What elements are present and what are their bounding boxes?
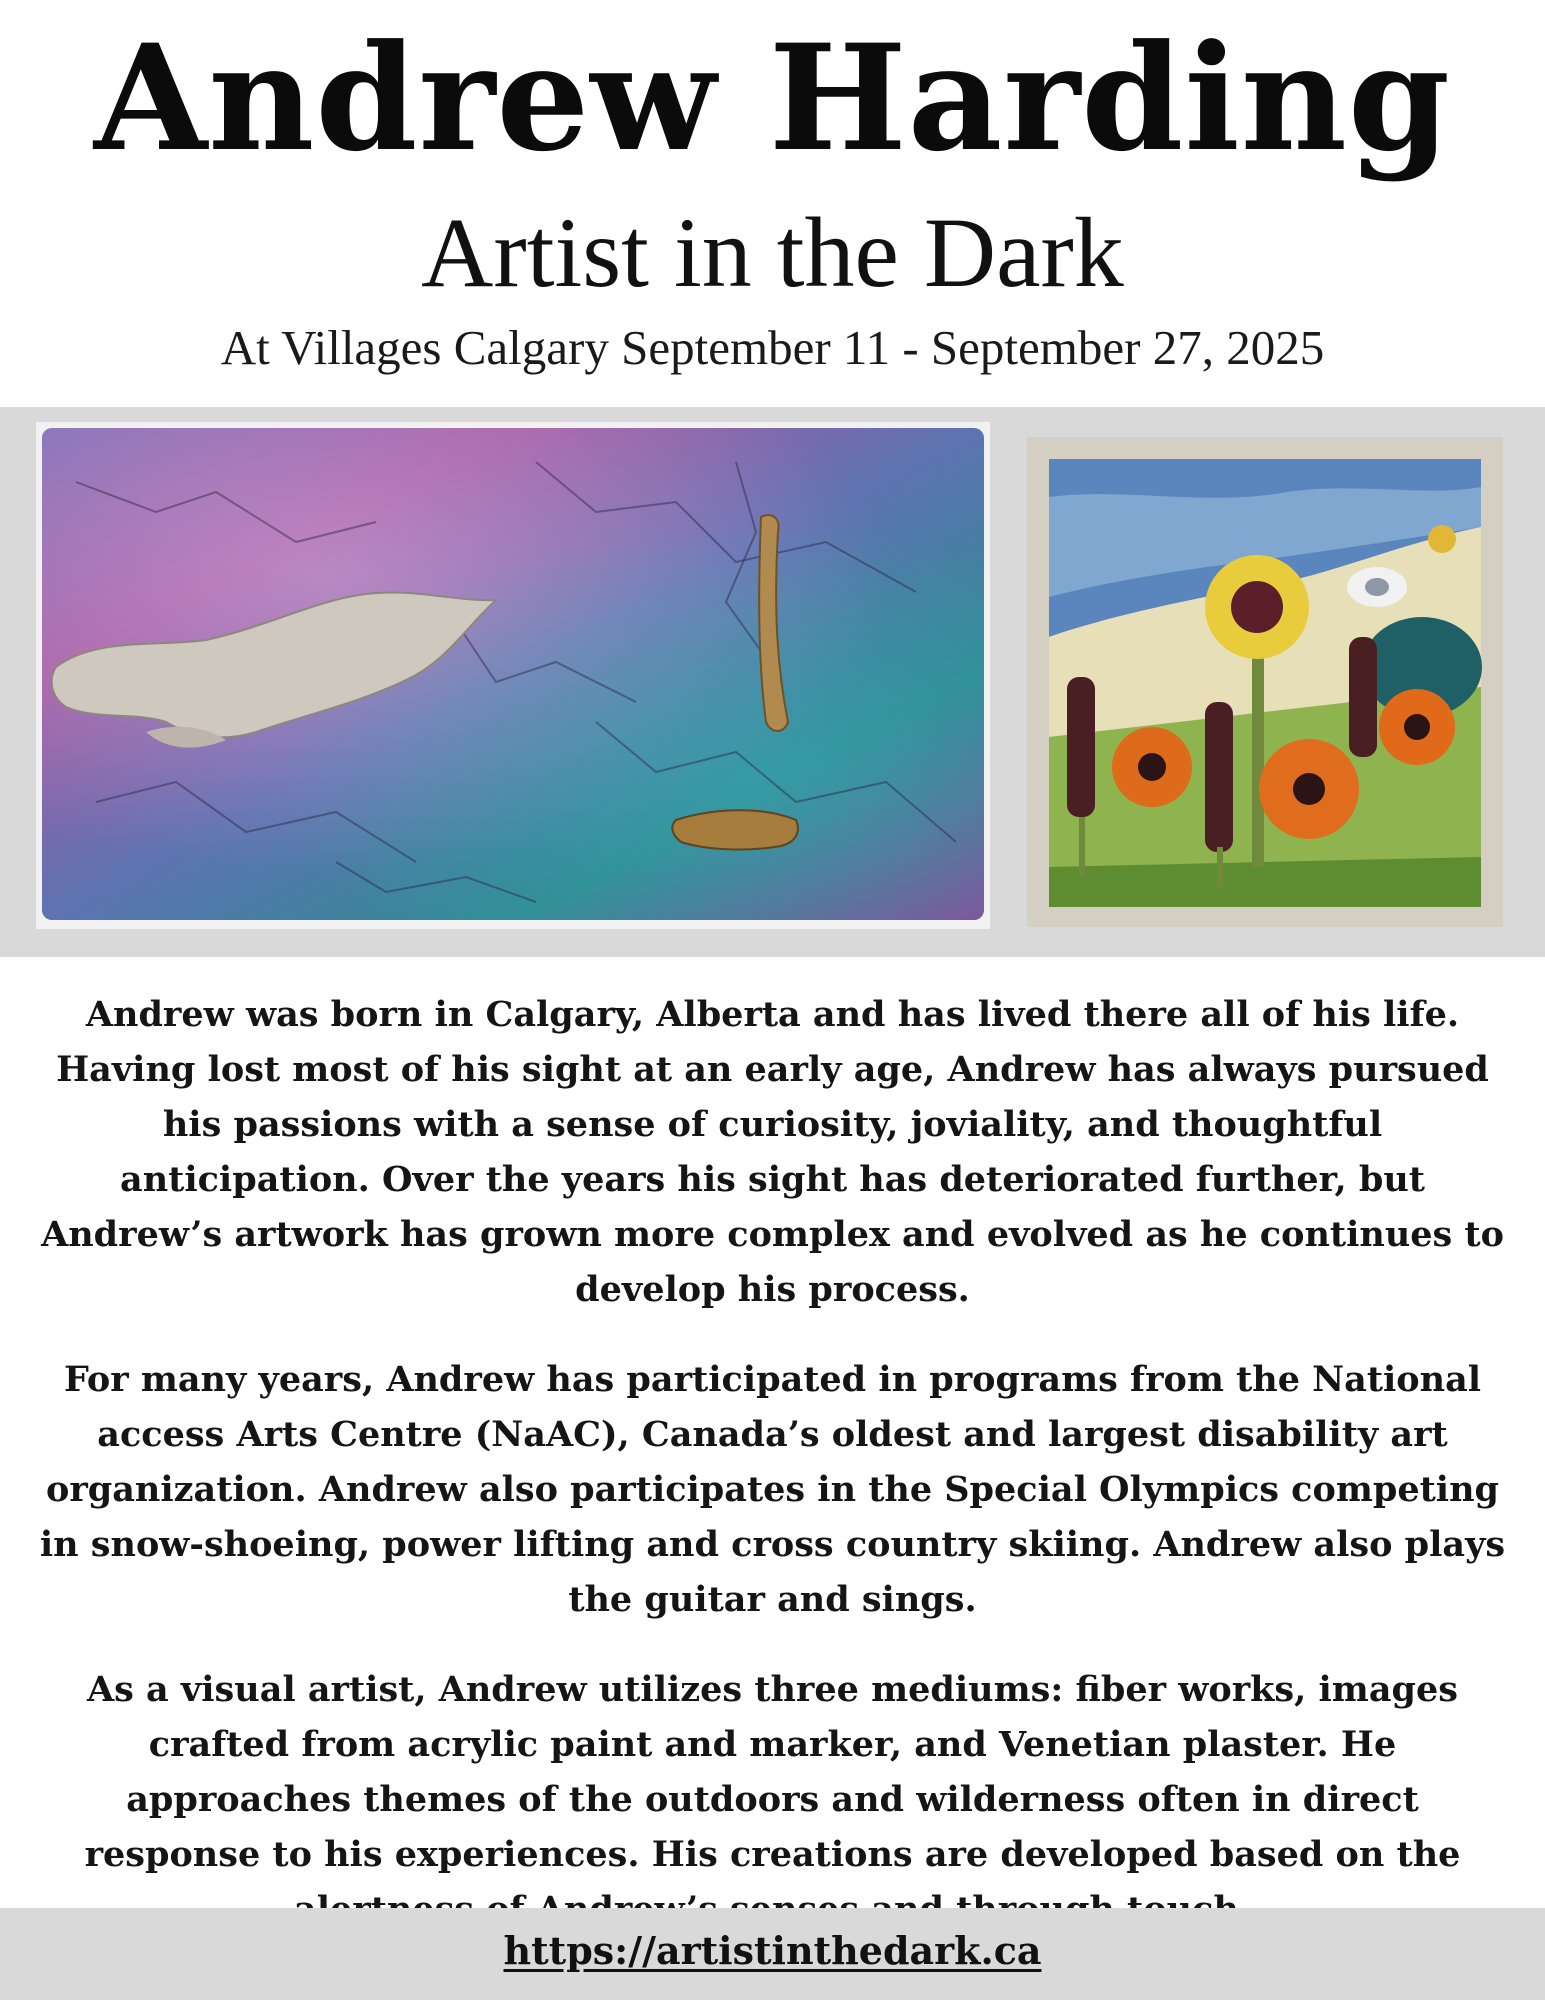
fiber-sunflower-artwork-image — [1027, 437, 1503, 927]
exhibition-dates: At Villages Calgary September 11 - September 27, 2025 — [220, 320, 1325, 375]
artwork-gallery — [0, 407, 1545, 957]
website-link[interactable]: https://artistinthedark.ca — [503, 1928, 1042, 1973]
artist-biography — [36, 987, 1509, 1972]
venetian-plaster-artwork-image — [36, 422, 990, 929]
bio-paragraph-1: Andrew was born in Calgary, Alberta and has lived there all of his life. Having lost most of his sight at an early age, Andrew has always pursued his passions with a sense of curiosity, joviality, and thoughtful anticipation. Over the years his sight has deteriorated further, but Andrew’s artwork has grown more complex and evolved as he continues to develop his process. — [41, 994, 1504, 1310]
artist-name: Andrew Harding — [93, 13, 1452, 184]
footer — [0, 1908, 1545, 2000]
bio-paragraph-2: For many years, Andrew has participated in programs from the National access Arts Centre (NaAC), Canada’s oldest and largest disability art organization. Andrew also participates in the Special Olympics competing in snow-shoeing, power lifting and cross country skiing. Andrew also plays the guitar and sings. — [39, 1359, 1506, 1620]
exhibition-title: Artist in the Dark — [421, 197, 1124, 308]
bio-paragraph-3: As a visual artist, Andrew utilizes three mediums: fiber works, images crafted from acrylic paint and marker, and Venetian plaster. He approaches themes of the outdoors and wilderness often in direct response to his experiences. His creations are developed based on the — [84, 1669, 1461, 1875]
header — [0, 0, 1545, 405]
